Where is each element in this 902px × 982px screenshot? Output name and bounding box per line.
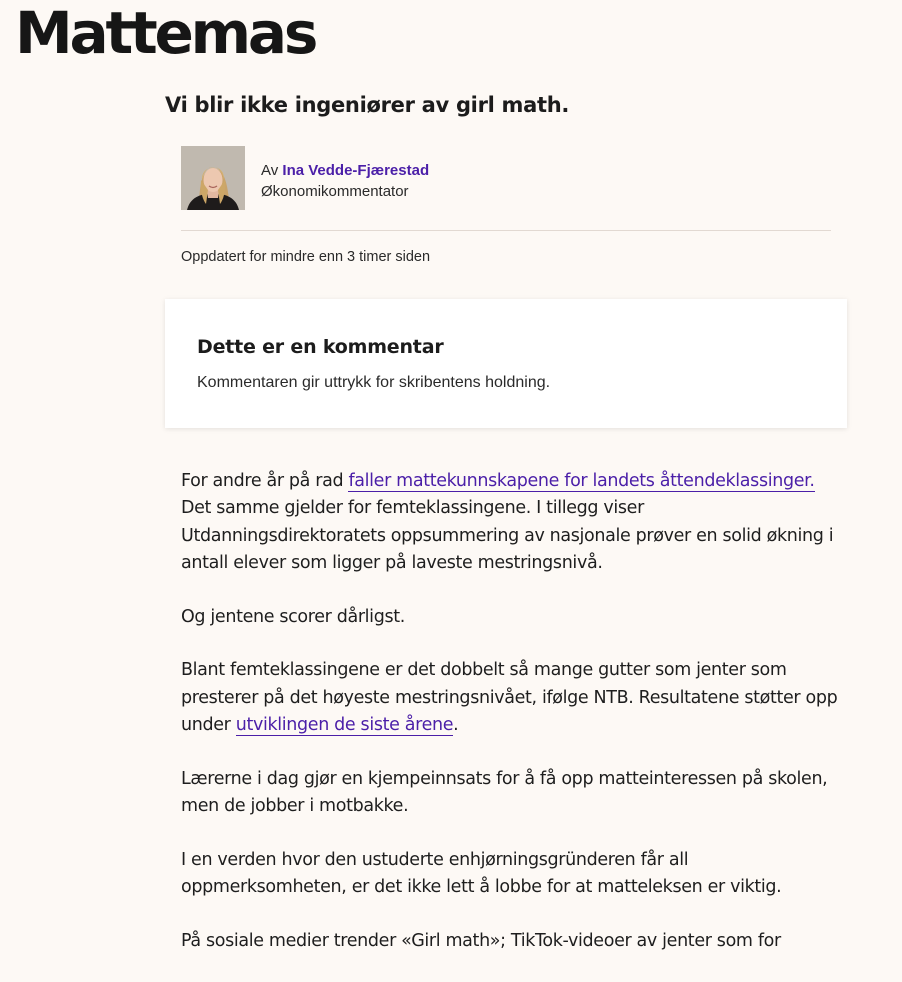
byline-prefix: Av: [261, 162, 279, 179]
article-body: [181, 468, 841, 982]
paragraph-4: Lærerne i dag gjør en kjempeinnsats for å få opp matteinteressen på skolen, men de jobber i motbakke.: [181, 768, 828, 817]
paragraph-6: På sosiale medier trender «Girl math»; TikTok-videoer av jenter som for: [181, 931, 781, 952]
author-name-link[interactable]: Ina Vedde-Fjærestad: [282, 162, 430, 179]
comment-disclaimer-box: [165, 299, 847, 428]
author-avatar[interactable]: [181, 146, 245, 210]
math-decline-link[interactable]: faller mattekunnskapene for landets åttendeklassinger.: [348, 471, 815, 491]
paragraph-1-text-end: Det samme gjelder for femteklassingene. I tillegg viser Utdanningsdirektoratets oppsummering av nasjonale prøver en solid økning i antall elever som ligger på laveste mestringsnivå.: [181, 498, 834, 573]
paragraph-3: [181, 657, 841, 739]
page-title: Mattemas: [15, 0, 316, 67]
byline-divider: [181, 230, 831, 231]
article-subtitle: Vi blir ikke ingeniører av girl math.: [165, 93, 570, 117]
comment-box-text: Kommentaren gir uttrykk for skribentens holdning.: [197, 374, 551, 391]
paragraph-1: [181, 468, 841, 577]
updated-timestamp: Oppdatert for mindre enn 3 timer siden: [181, 249, 431, 265]
author-role: Økonomikommentator: [261, 183, 409, 200]
paragraph-1-text-start: For andre år på rad: [181, 471, 349, 491]
author-line: [261, 160, 429, 181]
comment-box-title: Dette er en kommentar: [197, 336, 444, 358]
author-info: [261, 160, 429, 202]
recent-years-link[interactable]: utviklingen de siste årene: [235, 715, 454, 736]
paragraph-3-text-start: Blant femteklassingene er det dobbelt så mange gutter som jenter som presterer på det høyeste mestringsnivået, ifølge NTB. Resultatene støtter opp under: [181, 660, 838, 736]
paragraph-3-text-end: .: [453, 715, 459, 736]
paragraph-5: I en verden hvor den ustuderte enhjørningsgründeren får all oppmerksomheten, er det ikke lett å lobbe for at matteleksen er viktig.: [181, 849, 782, 898]
byline: [181, 146, 429, 210]
paragraph-2: Og jentene scorer dårligst.: [181, 606, 405, 627]
